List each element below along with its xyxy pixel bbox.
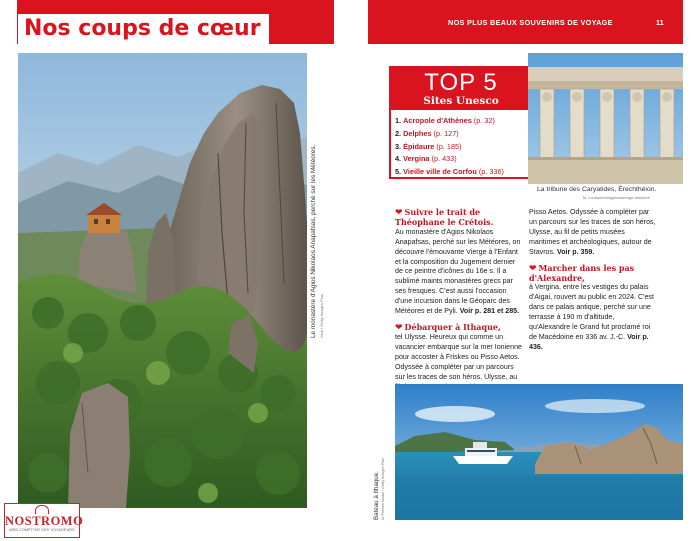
entry-title: ❤ Débarquer à Ithaque, [395,321,501,333]
top5-title: TOP 5 [424,69,498,96]
entry-body: à Vergina, entre les vestiges du palais d'Aigai, rouvert au public en 2024. C'est dans ce palais antique, perché sur une terrasse à 190 m d'altitude, qu'Alexandre le Grand fut proclamé roi de Macédoine en 336 av. J.-C. Voir p. 436. [529,283,654,351]
entry-alexandre [529,264,657,353]
top5-item: 3. Épidaure (p. 185) [395,141,462,151]
heart-icon: ❤ [395,322,403,333]
page-title: Nos coups de cœur [18,14,269,44]
heart-icon: ❤ [395,208,403,218]
caryatids-photo [528,53,683,184]
top5-item: 1. Acropole d'Athènes (p. 32) [395,116,495,125]
entry-title: ❤ Marcher dans les pas d'Alexandre, [529,262,635,283]
ithaka-caption-text: Bateau à Ithaque. [373,471,380,520]
meteora-photo-caption [308,58,330,338]
meteora-monastery-photo [18,53,307,508]
top5-list [395,115,504,179]
text-column-left [395,207,523,381]
entry-body-continued: Pisso Aetos. Odyssée à compléter par un parcours sur les traces de son héros, Ulysse, au fil de petits musées maritimes et archéologiques, autour de Stavros. Voir p. 359. [529,208,656,256]
ithaka-photo-credit: AI Pereira Nadal / Getty Images Plus [381,457,385,520]
ithaka-boat-photo [395,384,683,520]
running-header: NOS PLUS BEAUX SOUVENIRS DE VOYAGE [448,18,613,27]
entry-ithaque [395,321,523,381]
nostromo-logo [4,503,84,538]
entry-theophane [395,208,523,317]
top5-item: 4. Vergina (p. 433) [395,154,457,164]
top5-item: 5. Vieille ville de Corfou (p. 336) [395,167,504,177]
text-column-right [529,208,657,359]
top5-subtitle: Sites Unesco [423,95,499,107]
entry-ithaque-continued [529,208,657,258]
entry-body: Au monastère d'Agios Nikolaos Anapafsas, perché sur les Météores, on découvre l'émouvante Vierge à l'Enfant et la composition du Jugement dernier de ce peintre d'icônes du 16e s. Il a sublimé maints monastères grecs par ses fresques. C'est aussi l'occasion d'une incursion dans le Géoparc des Météores et de Pyli. Voir p. 281 et 285. [395,227,521,316]
caryatids-credit: M. Lomanov/Imagebroker/age fotostock [583,196,650,200]
logo-name: NOSTROMO [5,514,84,528]
caryatids-caption: La tribune des Caryatides, Érechthéion. [537,186,657,193]
heart-icon: ❤ [529,263,537,274]
entry-page-ref: Voir p. 436. [529,332,649,351]
logo-tagline: WEB COMPTOIR DES VOYAGEURS [9,528,75,532]
top5-header [391,68,531,110]
meteora-photo-credit: Nick / Getty Images Plus [319,294,324,338]
logo-arch-icon [35,505,49,514]
entry-page-ref: Voir p. 281 et 285. [459,307,520,316]
entry-body: tel Ulysse. Heureux qui comme un vacancier embarque sur la mer Ionienne pour accoster à Friskes ou Pisso Aetos. Odyssée à compléter par un parcours sur les traces de son héros, Ulysse, au [395,333,522,381]
meteora-caption-text: Le monastère d'Agios Nikolaos Anapafsas, perché sur les Météores. [310,144,317,338]
page-number: 11 [656,18,664,27]
entry-title: ❤ Suivre le trait de Théophane le Crétois. [395,207,494,228]
ithaka-photo-caption [371,384,393,520]
top5-item: 2. Delphes (p. 127) [395,128,459,138]
top5-box [389,66,533,179]
entry-page-ref: Voir p. 359. [557,247,595,256]
